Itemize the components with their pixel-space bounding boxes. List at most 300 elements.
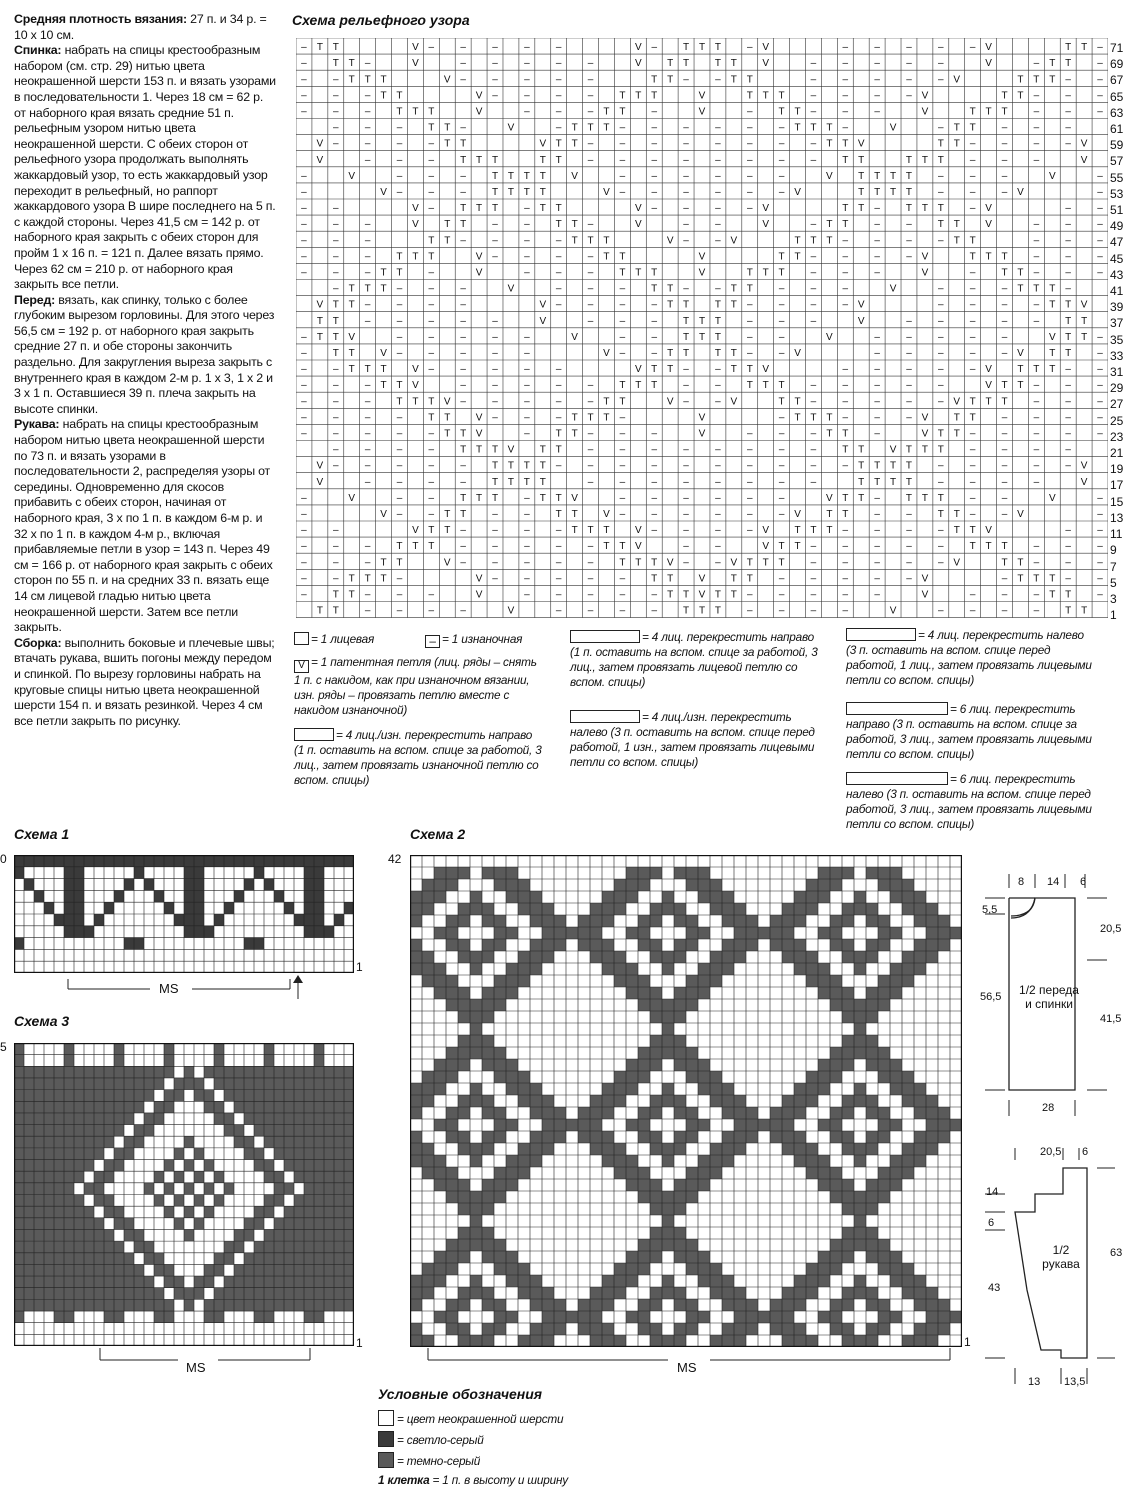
svg-text:V: V	[1017, 509, 1024, 520]
svg-text:–: –	[683, 557, 689, 569]
svg-text:–: –	[810, 605, 817, 617]
svg-text:–: –	[524, 235, 530, 247]
svg-text:V: V	[826, 170, 833, 182]
svg-text:V: V	[316, 154, 324, 166]
svg-text:–: –	[874, 541, 880, 553]
svg-text:–: –	[906, 235, 912, 247]
svg-text:–: –	[651, 315, 658, 327]
svg-text:T: T	[714, 589, 721, 601]
svg-text:T: T	[826, 219, 833, 231]
schema2-title: Схема 2	[410, 826, 466, 842]
svg-text:–: –	[778, 138, 785, 150]
svg-text:–: –	[619, 187, 626, 198]
legend-color-white: = цвет неокрашенной шерсти	[378, 1410, 563, 1427]
svg-text:–: –	[492, 42, 498, 54]
svg-text:–: –	[1097, 331, 1103, 343]
svg-text:V: V	[889, 122, 897, 134]
svg-text:–: –	[715, 509, 721, 520]
svg-text:T: T	[380, 380, 387, 392]
row-number: 61	[1110, 122, 1124, 137]
svg-text:–: –	[1065, 525, 1071, 537]
svg-text:–: –	[333, 396, 339, 408]
schema1-title: Схема 1	[14, 826, 70, 842]
svg-text:T: T	[1049, 299, 1056, 311]
svg-text:T: T	[332, 331, 339, 343]
svg-text:–: –	[428, 283, 435, 295]
svg-text:T: T	[953, 509, 960, 520]
svg-text:T: T	[332, 299, 339, 311]
svg-text:T: T	[507, 187, 514, 198]
svg-text:–: –	[938, 187, 944, 198]
svg-text:T: T	[842, 509, 849, 520]
svg-text:T: T	[890, 187, 897, 198]
svg-text:–: –	[906, 396, 912, 408]
svg-text:T: T	[969, 412, 976, 424]
svg-text:–: –	[364, 541, 371, 553]
svg-text:T: T	[316, 605, 323, 617]
svg-text:T: T	[635, 380, 642, 392]
svg-text:–: –	[587, 396, 594, 408]
svg-text:–: –	[1001, 170, 1008, 182]
svg-text:–: –	[715, 283, 721, 295]
svg-text:–: –	[874, 267, 880, 279]
svg-text:–: –	[906, 219, 912, 231]
svg-text:–: –	[969, 364, 976, 376]
svg-text:–: –	[1001, 573, 1008, 585]
svg-text:T: T	[651, 557, 658, 569]
svg-text:V: V	[634, 203, 642, 215]
instr-front: Перед: вязать, как спинку, только с более глубоким вырезом горловины. Для этого через 56,5 см = 192 р. от наборного края закрыть средние 27 п. и обе стороны закончить раздельно. Для закругления выреза закрыть с внутреннего края в каждом 2-м р. 1 х 3, 1 х 2 и 3 х 1 п. Оставшиеся 39 п. плеча закрыть на высоте спинки.	[14, 292, 275, 416]
svg-text:T: T	[348, 364, 355, 376]
svg-text:–: –	[301, 557, 307, 569]
svg-text:V: V	[475, 90, 483, 102]
svg-text:T: T	[683, 605, 690, 617]
svg-text:T: T	[842, 219, 849, 231]
svg-text:–: –	[587, 106, 594, 118]
svg-text:T: T	[778, 380, 785, 392]
svg-text:–: –	[1001, 509, 1008, 520]
svg-text:–: –	[683, 122, 689, 134]
svg-text:T: T	[746, 267, 753, 279]
row-number: 7	[1110, 559, 1117, 574]
svg-text:T: T	[730, 348, 737, 359]
svg-text:–: –	[1065, 444, 1071, 456]
svg-text:V: V	[1080, 299, 1088, 311]
svg-text:–: –	[364, 460, 371, 472]
svg-text:–: –	[938, 396, 944, 408]
svg-text:–: –	[587, 58, 594, 70]
svg-text:–: –	[524, 364, 530, 376]
svg-text:–: –	[1097, 203, 1103, 215]
svg-text:–: –	[842, 605, 849, 617]
svg-text:T: T	[332, 589, 339, 601]
svg-text:–: –	[619, 315, 626, 327]
svg-text:–: –	[524, 267, 530, 279]
arrow-up-icon	[293, 975, 303, 983]
svg-text:–: –	[969, 187, 976, 198]
svg-text:–: –	[683, 525, 689, 537]
svg-text:–: –	[906, 541, 912, 553]
svg-text:–: –	[906, 331, 912, 343]
svg-text:V: V	[634, 541, 642, 553]
svg-text:–: –	[587, 573, 594, 585]
svg-text:T: T	[858, 492, 865, 504]
svg-text:–: –	[364, 219, 371, 231]
svg-text:T: T	[619, 380, 626, 392]
svg-text:–: –	[587, 154, 594, 166]
svg-text:–: –	[969, 476, 976, 488]
svg-text:–: –	[874, 235, 880, 247]
svg-text:–: –	[333, 219, 339, 231]
svg-text:–: –	[683, 154, 689, 166]
svg-text:–: –	[1033, 460, 1040, 472]
svg-text:T: T	[619, 251, 626, 263]
svg-text:V: V	[539, 299, 547, 311]
svg-text:–: –	[746, 509, 753, 520]
svg-text:V: V	[794, 187, 801, 198]
row-number: 1	[1110, 608, 1117, 623]
svg-text:–: –	[1033, 106, 1040, 118]
svg-text:T: T	[794, 235, 801, 247]
svg-text:–: –	[938, 42, 944, 54]
svg-text:T: T	[571, 122, 578, 134]
svg-text:T: T	[746, 74, 753, 86]
svg-text:–: –	[778, 605, 785, 617]
svg-text:–: –	[1033, 138, 1040, 150]
svg-text:–: –	[683, 219, 689, 231]
svg-text:T: T	[571, 509, 578, 520]
svg-text:T: T	[1033, 573, 1040, 585]
svg-text:–: –	[715, 444, 721, 456]
svg-text:V: V	[698, 412, 706, 424]
svg-text:–: –	[428, 170, 435, 182]
svg-text:T: T	[1017, 364, 1024, 376]
svg-text:–: –	[460, 605, 466, 617]
svg-text:T: T	[396, 106, 403, 118]
svg-text:V: V	[634, 525, 642, 537]
svg-text:–: –	[587, 219, 594, 231]
svg-text:–: –	[524, 541, 530, 553]
svg-text:–: –	[1065, 541, 1071, 553]
svg-text:T: T	[1017, 380, 1024, 392]
svg-text:–: –	[619, 605, 626, 617]
svg-text:T: T	[714, 348, 721, 359]
svg-text:–: –	[969, 444, 976, 456]
svg-text:T: T	[428, 106, 435, 118]
svg-text:T: T	[460, 428, 467, 440]
legend-cross-6-right: = 6 лиц. перекрестить направо (3 п. оставить на вспом. спице за работой, 3 лиц., затем провязать лицевыми петли со вспом. спицы)	[846, 702, 1092, 761]
legend-cross-4-right-purl: = 4 лиц./изн. перекрестить направо (1 п. оставить на вспом. спице за работой, 3 лиц., затем провязать изнаночной петлю со вспом. спицы)	[294, 728, 542, 787]
row-number: 29	[1110, 381, 1124, 396]
svg-text:–: –	[364, 154, 371, 166]
svg-text:–: –	[301, 509, 307, 520]
svg-text:–: –	[1065, 380, 1071, 392]
svg-text:–: –	[746, 428, 753, 440]
svg-text:–: –	[969, 138, 976, 150]
svg-text:–: –	[587, 138, 594, 150]
svg-text:T: T	[746, 380, 753, 392]
svg-text:–: –	[651, 42, 658, 54]
svg-text:–: –	[555, 541, 562, 553]
svg-text:–: –	[842, 267, 849, 279]
svg-text:T: T	[953, 412, 960, 424]
svg-text:–: –	[874, 509, 880, 520]
svg-text:–: –	[428, 138, 435, 150]
svg-text:T: T	[332, 42, 339, 54]
svg-text:–: –	[1033, 412, 1040, 424]
svg-text:–: –	[938, 605, 944, 617]
svg-text:–: –	[969, 331, 976, 343]
row-number: 33	[1110, 348, 1124, 363]
svg-text:–: –	[301, 573, 307, 585]
svg-text:–: –	[683, 444, 689, 456]
svg-text:–: –	[1033, 267, 1040, 279]
svg-text:T: T	[1065, 605, 1072, 617]
svg-text:–: –	[1065, 460, 1071, 472]
svg-text:–: –	[587, 460, 594, 472]
svg-text:–: –	[396, 428, 403, 440]
svg-text:V: V	[985, 380, 992, 392]
svg-text:V: V	[889, 283, 897, 295]
svg-text:T: T	[460, 138, 467, 150]
svg-text:V: V	[762, 203, 770, 215]
svg-text:T: T	[714, 299, 721, 311]
svg-text:–: –	[842, 251, 849, 263]
svg-text:–: –	[906, 251, 912, 263]
svg-text:V: V	[475, 412, 483, 424]
legend-color-light: = светло-серый	[378, 1431, 484, 1448]
svg-text:–: –	[969, 509, 976, 520]
svg-text:V: V	[348, 331, 356, 343]
color-legend-title: Условные обозначения	[378, 1386, 543, 1402]
svg-text:–: –	[396, 412, 403, 424]
svg-text:–: –	[587, 90, 594, 102]
legend-patent: V = 1 патентная петля (лиц. ряды – снять 1 п. с накидом, как при изнаночном вязании, изн. ряды – провязать петлю вместе с накидом изнаночной)	[294, 655, 537, 717]
svg-text:V: V	[762, 58, 770, 70]
svg-text:–: –	[778, 348, 785, 359]
svg-text:T: T	[460, 509, 467, 520]
svg-text:–: –	[842, 380, 849, 392]
svg-text:T: T	[603, 251, 610, 263]
svg-text:–: –	[555, 364, 562, 376]
svg-text:T: T	[555, 444, 562, 456]
svg-text:–: –	[1033, 396, 1040, 408]
svg-text:–: –	[651, 106, 658, 118]
svg-text:–: –	[810, 396, 817, 408]
svg-text:–: –	[683, 203, 689, 215]
svg-text:V: V	[857, 315, 865, 327]
svg-text:–: –	[524, 557, 530, 569]
svg-text:–: –	[1065, 106, 1071, 118]
legend-cell-note: 1 клетка = 1 п. в высоту и ширину	[378, 1473, 568, 1487]
svg-text:–: –	[906, 58, 912, 70]
svg-text:V: V	[1048, 492, 1056, 504]
svg-text:–: –	[396, 122, 403, 134]
svg-text:V: V	[921, 267, 929, 279]
svg-text:T: T	[555, 154, 562, 166]
row-number: 5	[1110, 575, 1117, 590]
svg-text:T: T	[428, 412, 435, 424]
svg-text:–: –	[396, 492, 403, 504]
svg-text:–: –	[301, 203, 307, 215]
svg-text:V: V	[475, 251, 483, 263]
svg-text:–: –	[842, 557, 849, 569]
svg-text:–: –	[969, 460, 976, 472]
row-number: 31	[1110, 365, 1124, 380]
svg-text:T: T	[667, 589, 674, 601]
svg-text:T: T	[635, 557, 642, 569]
svg-text:T: T	[890, 170, 897, 182]
svg-text:T: T	[953, 428, 960, 440]
svg-text:T: T	[1065, 42, 1072, 54]
svg-text:T: T	[348, 348, 355, 359]
svg-text:–: –	[428, 154, 435, 166]
svg-text:–: –	[715, 138, 721, 150]
svg-text:–: –	[492, 331, 498, 343]
svg-text:–: –	[492, 509, 498, 520]
svg-text:–: –	[364, 58, 371, 70]
svg-text:–: –	[1033, 541, 1040, 553]
svg-text:–: –	[778, 187, 785, 198]
schema1-row-bottom: 1	[356, 960, 363, 974]
svg-text:T: T	[698, 315, 706, 327]
svg-text:T: T	[396, 380, 403, 392]
svg-text:–: –	[301, 348, 307, 359]
svg-text:T: T	[842, 444, 849, 456]
svg-text:T: T	[348, 589, 355, 601]
body-dim-top-b: 14	[1047, 876, 1060, 888]
svg-text:–: –	[492, 396, 498, 408]
svg-text:–: –	[1065, 219, 1071, 231]
svg-text:T: T	[1001, 90, 1008, 102]
svg-text:V: V	[921, 428, 929, 440]
svg-text:T: T	[555, 203, 562, 215]
svg-text:T: T	[460, 219, 467, 231]
svg-text:V: V	[1080, 154, 1088, 166]
svg-text:–: –	[746, 106, 753, 118]
svg-text:–: –	[1097, 267, 1103, 279]
svg-text:T: T	[332, 58, 339, 70]
svg-text:–: –	[938, 299, 944, 311]
svg-text:T: T	[937, 509, 944, 520]
svg-text:–: –	[746, 444, 753, 456]
svg-text:–: –	[715, 460, 721, 472]
svg-text:–: –	[874, 364, 880, 376]
sleeve-dim-top-a: 20,5	[1040, 1146, 1062, 1158]
svg-text:–: –	[810, 573, 817, 585]
svg-text:T: T	[730, 58, 737, 70]
svg-text:T: T	[667, 348, 674, 359]
svg-text:T: T	[746, 557, 753, 569]
svg-text:–: –	[492, 315, 498, 327]
svg-text:T: T	[1017, 557, 1024, 569]
svg-text:–: –	[428, 299, 435, 311]
svg-text:–: –	[460, 42, 466, 54]
row-number: 47	[1110, 235, 1124, 250]
svg-text:T: T	[428, 525, 435, 537]
svg-text:–: –	[428, 187, 435, 198]
legend-purl: – = 1 изнаночная	[425, 632, 555, 648]
svg-text:T: T	[667, 299, 674, 311]
svg-text:T: T	[539, 492, 546, 504]
svg-text:V: V	[603, 509, 610, 520]
svg-text:T: T	[539, 187, 546, 198]
svg-text:V: V	[985, 219, 992, 231]
svg-text:–: –	[842, 541, 849, 553]
row-number: 45	[1110, 251, 1124, 266]
svg-text:–: –	[906, 74, 912, 86]
svg-text:–: –	[428, 589, 435, 601]
svg-text:–: –	[1097, 541, 1103, 553]
svg-text:–: –	[746, 299, 753, 311]
svg-text:T: T	[476, 492, 483, 504]
svg-text:–: –	[396, 154, 403, 166]
svg-text:–: –	[715, 492, 721, 504]
svg-text:T: T	[380, 573, 387, 585]
svg-text:T: T	[826, 412, 833, 424]
svg-text:–: –	[428, 492, 435, 504]
svg-text:T: T	[826, 235, 833, 247]
svg-text:–: –	[555, 74, 562, 86]
svg-text:–: –	[555, 235, 562, 247]
row-number: 37	[1110, 316, 1124, 331]
svg-text:T: T	[698, 605, 706, 617]
svg-text:V: V	[443, 396, 451, 408]
svg-text:T: T	[762, 90, 769, 102]
svg-text:V: V	[953, 396, 961, 408]
row-number: 19	[1110, 462, 1124, 477]
svg-text:T: T	[651, 267, 658, 279]
svg-text:V: V	[666, 557, 674, 569]
svg-text:T: T	[969, 525, 976, 537]
svg-text:–: –	[492, 380, 498, 392]
svg-text:T: T	[985, 396, 992, 408]
svg-text:–: –	[619, 122, 626, 134]
svg-text:–: –	[1065, 396, 1071, 408]
svg-text:–: –	[555, 396, 562, 408]
svg-text:–: –	[1001, 444, 1008, 456]
svg-text:V: V	[698, 267, 706, 279]
svg-text:–: –	[396, 331, 403, 343]
svg-text:–: –	[1065, 573, 1071, 585]
svg-text:T: T	[348, 74, 355, 86]
svg-text:–: –	[746, 525, 753, 537]
svg-text:–: –	[396, 315, 403, 327]
svg-text:T: T	[428, 122, 435, 134]
svg-text:V: V	[507, 283, 515, 295]
svg-text:T: T	[794, 525, 801, 537]
svg-text:T: T	[587, 525, 594, 537]
row-number: 49	[1110, 219, 1124, 234]
svg-text:–: –	[969, 299, 976, 311]
svg-text:T: T	[683, 42, 690, 54]
svg-text:T: T	[1001, 396, 1008, 408]
svg-text:–: –	[651, 428, 658, 440]
schema2-row-bottom: 1	[964, 1335, 971, 1349]
svg-text:–: –	[810, 251, 817, 263]
svg-text:–: –	[364, 106, 371, 118]
svg-text:T: T	[380, 557, 387, 569]
svg-text:–: –	[492, 364, 498, 376]
svg-text:T: T	[1033, 364, 1040, 376]
svg-text:–: –	[396, 348, 403, 359]
instr-assembly: Сборка: выполнить боковые и плечевые швы; втачать рукава, вшить погоны между передом и спинкой. По вырезу горловины набрать на круговые спицы нитью цвета неокрашенной шерсти 154 п. и вязать резинкой. Через 4 см все петли закрыть по рисунку.	[14, 635, 275, 728]
svg-text:T: T	[555, 509, 562, 520]
svg-text:T: T	[762, 557, 769, 569]
svg-text:–: –	[1033, 90, 1040, 102]
svg-text:–: –	[460, 557, 466, 569]
svg-text:–: –	[460, 58, 466, 70]
